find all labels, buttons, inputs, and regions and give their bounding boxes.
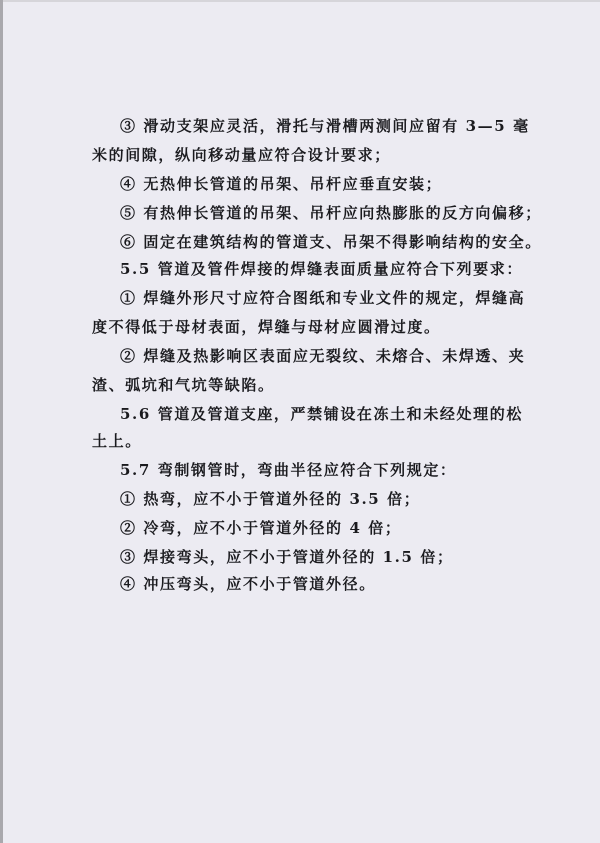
text-line: ④ 冲压弯头，应不小于管道外径。 [120, 575, 376, 593]
section-5-6-heading: 5.6 管道及管道支座，严禁铺设在冻土和未经处理的松 [120, 405, 523, 423]
text-line: 米的间隙，纵向移动量应符合设计要求； [92, 146, 391, 164]
text-line: ① 热弯，应不小于管道外径的 3.5 倍； [120, 490, 421, 508]
scan-edge-top [0, 0, 600, 2]
scan-edge-left [0, 0, 3, 843]
text-line: ⑤ 有热伸长管道的吊架、吊杆应向热膨胀的反方向偏移； [120, 204, 542, 222]
section-5-5-heading: 5.5 管道及管件焊接的焊缝表面质量应符合下列要求： [120, 260, 523, 278]
text-line: ② 冷弯，应不小于管道外径的 4 倍； [120, 519, 402, 537]
text-line: 土上。 [92, 432, 142, 450]
text-line: ④ 无热伸长管道的吊架、吊杆应垂直安装； [120, 175, 443, 193]
text-line: ③ 滑动支架应灵活，滑托与滑槽两测间应留有 3—5 毫 [120, 117, 530, 135]
text-line: ① 焊缝外形尺寸应符合图纸和专业文件的规定，焊缝高 [120, 289, 526, 307]
text-line: ② 焊缝及热影响区表面应无裂纹、未熔合、未焊透、夹 [120, 347, 526, 365]
text-line: ⑥ 固定在建筑结构的管道支、吊架不得影响结构的安全。 [120, 233, 542, 251]
text-line: 度不得低于母材表面，焊缝与母材应圆滑过度。 [92, 318, 441, 336]
text-line: ③ 焊接弯头，应不小于管道外径的 1.5 倍； [120, 548, 454, 566]
text-line: 渣、弧坑和气坑等缺陷。 [92, 376, 275, 394]
section-5-7-heading: 5.7 弯制钢管时，弯曲半径应符合下列规定： [120, 461, 457, 479]
